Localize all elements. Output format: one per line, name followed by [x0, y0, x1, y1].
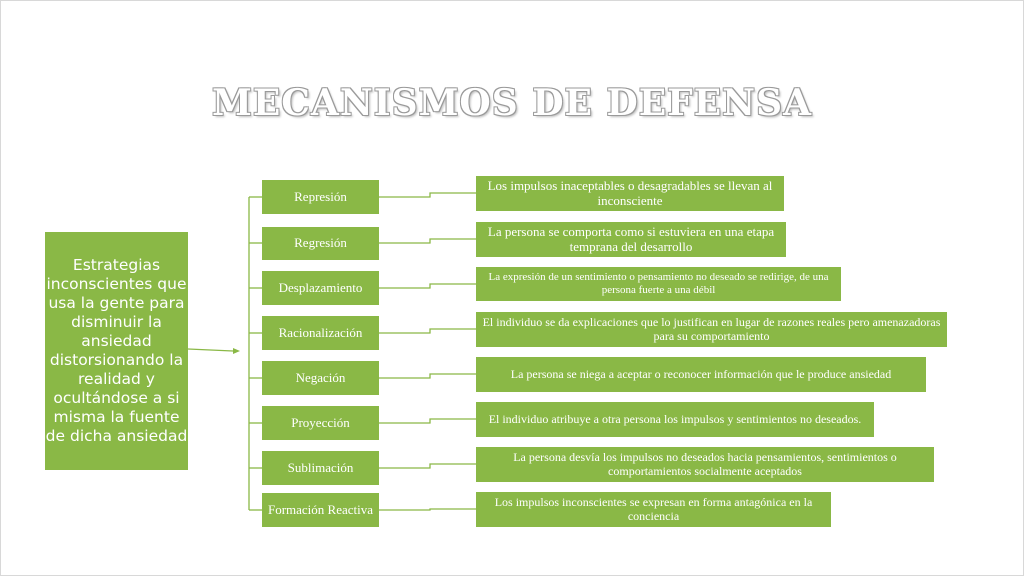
mechanism-negacion: Negación: [262, 361, 379, 395]
link-proyeccion: [379, 419, 476, 423]
mechanism-proyeccion: Proyección: [262, 406, 379, 440]
mechanism-racionalizacion: Racionalización: [262, 316, 379, 350]
slide-title: MECANISMOS DE DEFENSA: [211, 82, 813, 124]
description-racionalizacion: El individuo se da explicaciones que lo justifican en lugar de razones reales pero amenazadoras para su comportamiento: [476, 312, 947, 347]
mechanism-sublimacion: Sublimación: [262, 451, 379, 485]
description-formacion-reactiva: Los impulsos inconscientes se expresan en forma antagónica en la conciencia: [476, 492, 831, 527]
root-connector: [188, 349, 233, 351]
mechanism-formacion-reactiva: Formación Reactiva: [262, 493, 379, 527]
link-negacion: [379, 374, 476, 378]
link-formacion: [379, 509, 476, 510]
root-arrowhead: [233, 348, 240, 354]
mechanism-desplazamiento: Desplazamiento: [262, 271, 379, 305]
description-desplazamiento: La expresión de un sentimiento o pensamiento no deseado se redirige, de una persona fuerte a una débil: [476, 267, 841, 301]
description-represion: Los impulsos inaceptables o desagradables se llevan al inconsciente: [476, 176, 784, 211]
description-proyeccion: El individuo atribuye a otra persona los impulsos y sentimientos no deseados.: [476, 402, 874, 437]
root-definition-box: Estrategias inconscientes que usa la gente para disminuir la ansiedad distorsionando la realidad y ocultándose a si misma la fuente de dicha ansiedad: [45, 232, 188, 470]
link-desplazamiento: [379, 284, 476, 288]
mechanism-regresion: Regresión: [262, 227, 379, 260]
description-regresion: La persona se comporta como si estuviera en una etapa temprana del desarrollo: [476, 222, 786, 257]
link-racionalizacion: [379, 329, 476, 333]
mechanism-represion: Represión: [262, 180, 379, 214]
link-sublimacion: [379, 464, 476, 468]
description-sublimacion: La persona desvía los impulsos no deseados hacia pensamientos, sentimientos o comportamientos socialmente aceptados: [476, 447, 934, 482]
link-represion: [379, 193, 476, 197]
description-negacion: La persona se niega a aceptar o reconocer información que le produce ansiedad: [476, 357, 926, 392]
link-regresion: [379, 239, 476, 243]
